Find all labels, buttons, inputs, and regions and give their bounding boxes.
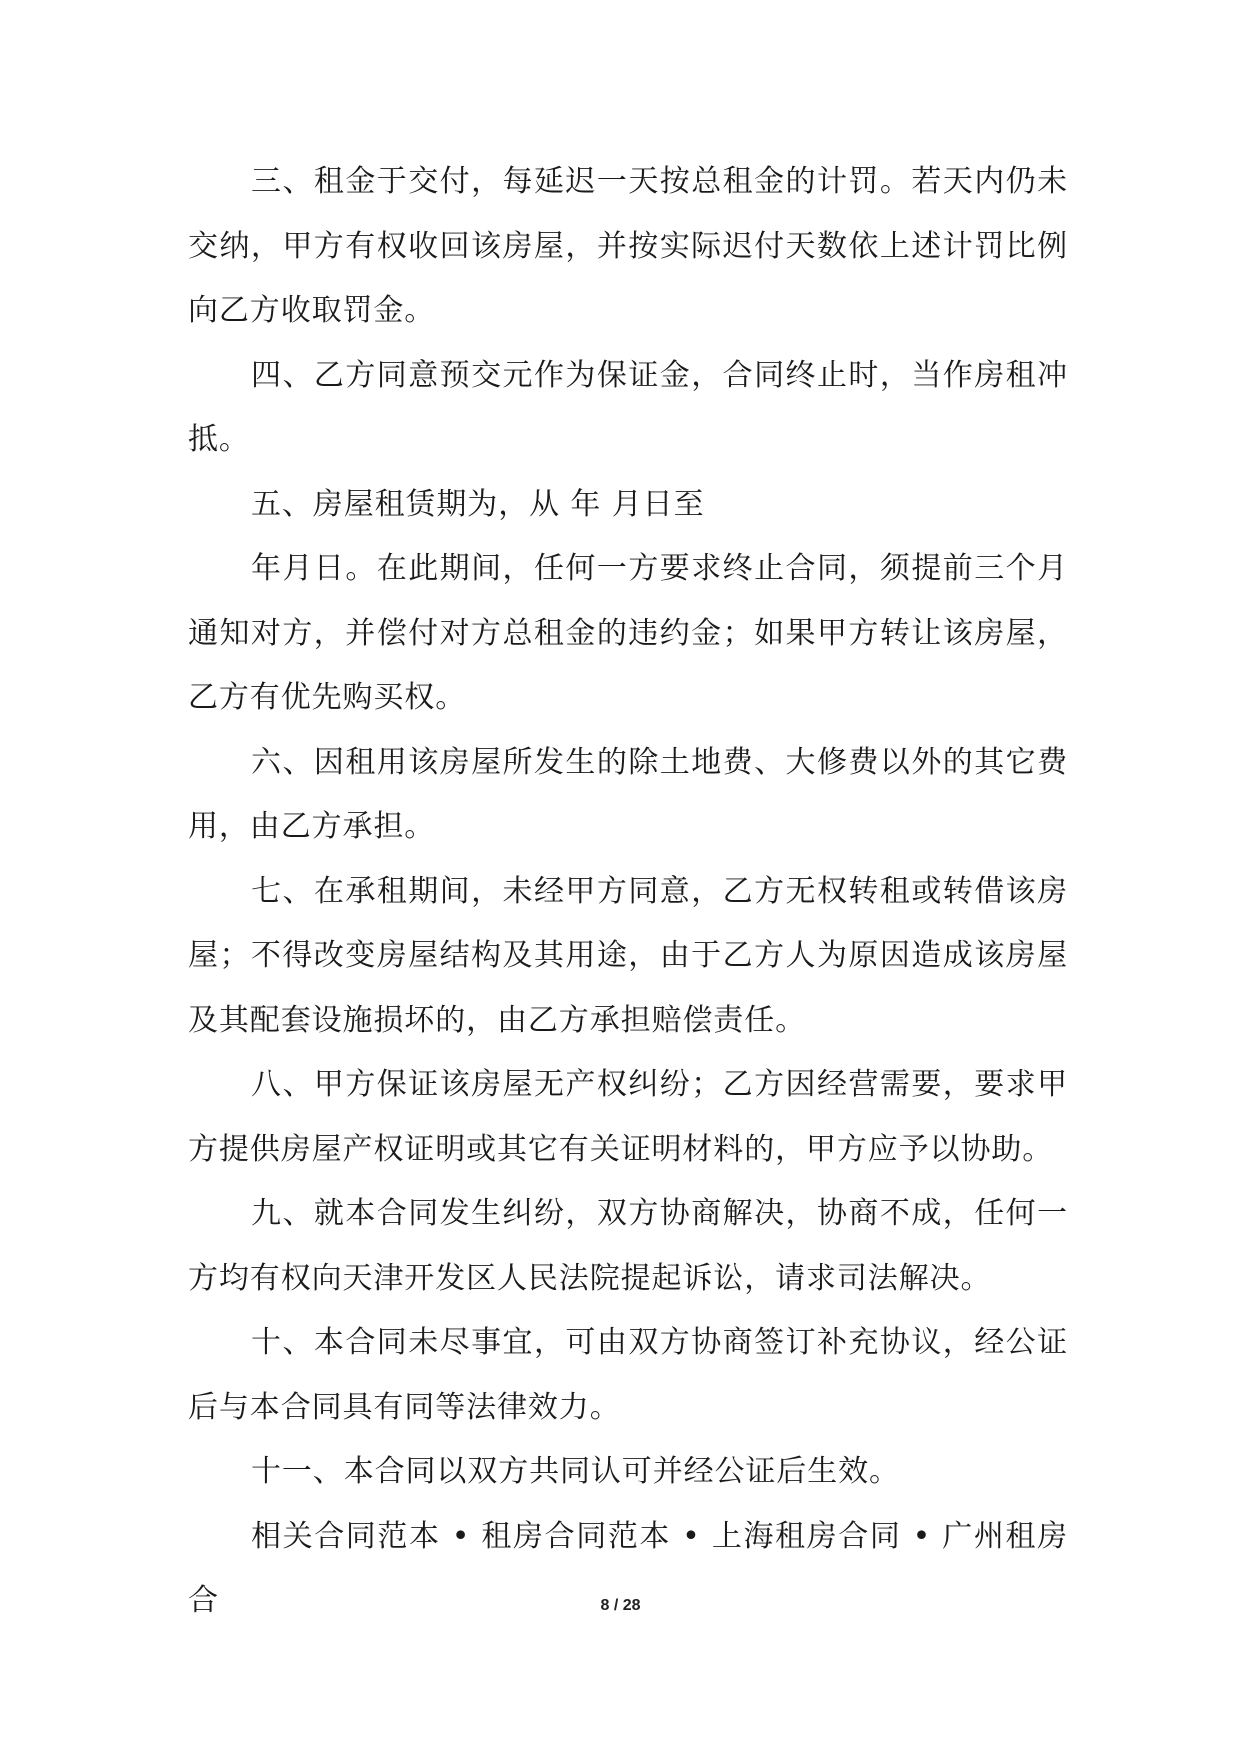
page-number: 8 / 28	[600, 1597, 641, 1614]
clause-four: 四、乙方同意预交元作为保证金，合同终止时，当作房租冲抵。	[188, 357, 1068, 457]
clause-nine: 九、就本合同发生纠纷，双方协商解决，协商不成，任何一方均有权向天津开发区人民法院提起诉讼，请求司法解决。	[188, 1196, 1068, 1296]
clause-five-continued: 年月日。在此期间，任何一方要求终止合同，须提前三个月通知对方，并偿付对方总租金的违约金；如果甲方转让该房屋，乙方有优先购买权。	[188, 551, 1068, 715]
document-body	[188, 150, 1068, 1634]
related-templates-line: 相关合同范本 • 租房合同范本 • 上海租房合同 • 广州租房合	[188, 1518, 1068, 1618]
clause-three: 三、租金于交付，每延迟一天按总租金的计罚。若天内仍未交纳，甲方有权收回该房屋，并按实际迟付天数依上述计罚比例向乙方收取罚金。	[188, 164, 1068, 328]
clause-six: 六、因租用该房屋所发生的除土地费、大修费以外的其它费用，由乙方承担。	[188, 744, 1068, 844]
clause-eight: 八、甲方保证该房屋无产权纠纷；乙方因经营需要，要求甲方提供房屋产权证明或其它有关证明材料的，甲方应予以协助。	[188, 1067, 1068, 1167]
clause-eleven: 十一、本合同以双方共同认可并经公证后生效。	[251, 1454, 900, 1489]
clause-seven: 七、在承租期间，未经甲方同意，乙方无权转租或转借该房屋；不得改变房屋结构及其用途，由于乙方人为原因造成该房屋及其配套设施损坏的，由乙方承担赔偿责任。	[188, 873, 1068, 1038]
clause-ten: 十、本合同未尽事宜，可由双方协商签订补充协议，经公证后与本合同具有同等法律效力。	[188, 1325, 1068, 1425]
clause-five: 五、房屋租赁期为，从 年 月日至	[251, 486, 705, 522]
